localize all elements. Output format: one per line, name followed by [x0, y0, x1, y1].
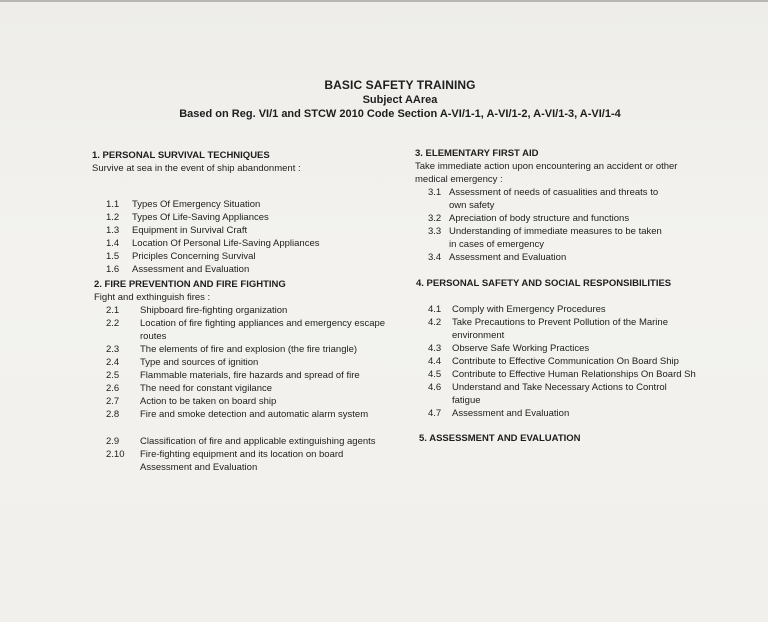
item-number: 4.4 [428, 356, 442, 367]
item-number: 2.8 [106, 409, 120, 420]
section-personal-safety [416, 277, 768, 420]
item-number: 4.6 [428, 382, 442, 393]
document-subject: Subject AArea [362, 94, 438, 106]
item-text: Type and sources of ignition [140, 357, 259, 368]
item-text: Shipboard fire-fighting organization [140, 305, 288, 316]
item-text: Understanding of immediate measures to be taken [449, 226, 662, 237]
item-text: Types Of Emergency Situation [132, 199, 261, 210]
item-number: 2.1 [106, 305, 120, 316]
list-item [106, 382, 404, 395]
item-text: Apreciation of body structure and functions [449, 213, 630, 224]
section-first-aid [415, 147, 715, 264]
list-item [106, 435, 404, 448]
item-text-continuation: in cases of emergency [449, 239, 545, 250]
section-personal-survival [92, 149, 392, 276]
item-number: 3.1 [428, 187, 442, 198]
spacer [106, 421, 404, 435]
section-heading: 5. ASSESSMENT AND EVALUATION [419, 433, 581, 444]
list-item [106, 369, 404, 382]
item-text: Take Precautions to Prevent Pollution of the Marine [452, 317, 668, 328]
item-number: 4.5 [428, 369, 442, 380]
section-item-list [106, 304, 404, 474]
item-number: 1.5 [106, 251, 120, 262]
list-item [428, 342, 768, 355]
list-item [106, 448, 404, 474]
section-item-list [428, 303, 768, 420]
item-text: Location of fire fighting appliances and emergency escape [140, 318, 386, 329]
list-item [106, 408, 404, 421]
item-text: Understand and Take Necessary Actions to Control [452, 382, 667, 393]
item-text-continuation: environment [452, 330, 505, 341]
item-number: 2.6 [106, 383, 120, 394]
item-text-continuation: Assessment and Evaluation [140, 462, 258, 473]
list-item [428, 381, 768, 407]
item-number: 2.5 [106, 370, 120, 381]
item-text-continuation: routes [140, 331, 167, 342]
section-intro: Fight and exthinguish fires : [94, 292, 211, 303]
item-number: 1.1 [106, 199, 120, 210]
item-text: Equipment in Survival Craft [132, 225, 248, 236]
list-item [428, 251, 715, 264]
list-item [428, 212, 715, 225]
item-number: 1.6 [106, 264, 120, 275]
section-item-list [106, 198, 392, 276]
section-heading: 2. FIRE PREVENTION AND FIRE FIGHTING [94, 279, 286, 290]
item-text: Fire and smoke detection and automatic alarm system [140, 409, 369, 420]
section-item-list [428, 186, 715, 264]
list-item [106, 237, 392, 250]
document-title: BASIC SAFETY TRAINING [324, 78, 476, 92]
item-text: Action to be taken on board ship [140, 396, 277, 407]
item-text-continuation: own safety [449, 200, 495, 211]
item-text: Assessment and Evaluation [132, 264, 250, 275]
list-item [428, 368, 768, 381]
list-item [106, 198, 392, 211]
item-text: Types Of Life-Saving Appliances [132, 212, 269, 223]
section-intro: Take immediate action upon encountering an accident or other [415, 161, 678, 172]
list-item [106, 343, 404, 356]
list-item [428, 407, 768, 420]
list-item [428, 355, 768, 368]
item-number: 4.1 [428, 304, 442, 315]
list-item [428, 186, 715, 212]
item-number: 1.2 [106, 212, 120, 223]
item-number: 2.2 [106, 318, 120, 329]
item-number: 4.3 [428, 343, 442, 354]
item-number: 3.3 [428, 226, 442, 237]
item-number: 3.2 [428, 213, 442, 224]
list-item [428, 225, 715, 251]
section-intro: Survive at sea in the event of ship abandonment : [92, 163, 301, 174]
item-text: The elements of fire and explosion (the fire triangle) [140, 344, 358, 355]
item-number: 1.3 [106, 225, 120, 236]
section-intro-continuation: medical emergency : [415, 174, 503, 185]
item-text: Priciples Concerning Survival [132, 251, 256, 262]
item-number: 4.2 [428, 317, 442, 328]
list-item [106, 263, 392, 276]
item-number: 1.4 [106, 238, 120, 249]
item-text: Observe Safe Working Practices [452, 343, 590, 354]
list-item [106, 317, 404, 343]
item-number: 2.10 [106, 449, 125, 460]
item-text: Contribute to Effective Communication On Board Ship [452, 356, 679, 367]
item-text: Fire-fighting equipment and its location on board [140, 449, 344, 460]
section-assessment [419, 432, 719, 445]
item-number: 2.9 [106, 436, 120, 447]
item-number: 2.7 [106, 396, 120, 407]
item-text: Assessment of needs of casualities and threats to [449, 187, 659, 198]
list-item [106, 304, 404, 317]
item-text: Location Of Personal Life-Saving Appliances [132, 238, 320, 249]
item-text-continuation: fatigue [452, 395, 481, 406]
list-item [106, 211, 392, 224]
list-item [106, 356, 404, 369]
page-edge [0, 0, 768, 2]
list-item [106, 224, 392, 237]
list-item [106, 250, 392, 263]
item-text: Comply with Emergency Procedures [452, 304, 606, 315]
item-text: Flammable materials, fire hazards and spread of fire [140, 370, 360, 381]
item-text: Contribute to Effective Human Relationships On Board Sh [452, 369, 696, 380]
item-number: 4.7 [428, 408, 442, 419]
list-item [106, 395, 404, 408]
item-number: 2.3 [106, 344, 120, 355]
item-number: 2.4 [106, 357, 120, 368]
section-heading: 1. PERSONAL SURVIVAL TECHNIQUES [92, 150, 270, 161]
section-heading: 4. PERSONAL SAFETY AND SOCIAL RESPONSIBILITIES [416, 278, 672, 289]
section-fire-prevention [94, 278, 404, 474]
item-text: Assessment and Evaluation [449, 252, 567, 263]
item-text: Classification of fire and applicable extinguishing agents [140, 436, 376, 447]
item-text: The need for constant vigilance [140, 383, 273, 394]
document-regulation-basis: Based on Reg. VI/1 and STCW 2010 Code Section A-VI/1-1, A-VI/1-2, A-VI/1-3, A-VI/1-4 [179, 108, 621, 120]
list-item [428, 303, 768, 316]
item-text: Assessment and Evaluation [452, 408, 570, 419]
item-number: 3.4 [428, 252, 442, 263]
section-heading: 3. ELEMENTARY FIRST AID [415, 148, 539, 159]
list-item [428, 316, 768, 342]
